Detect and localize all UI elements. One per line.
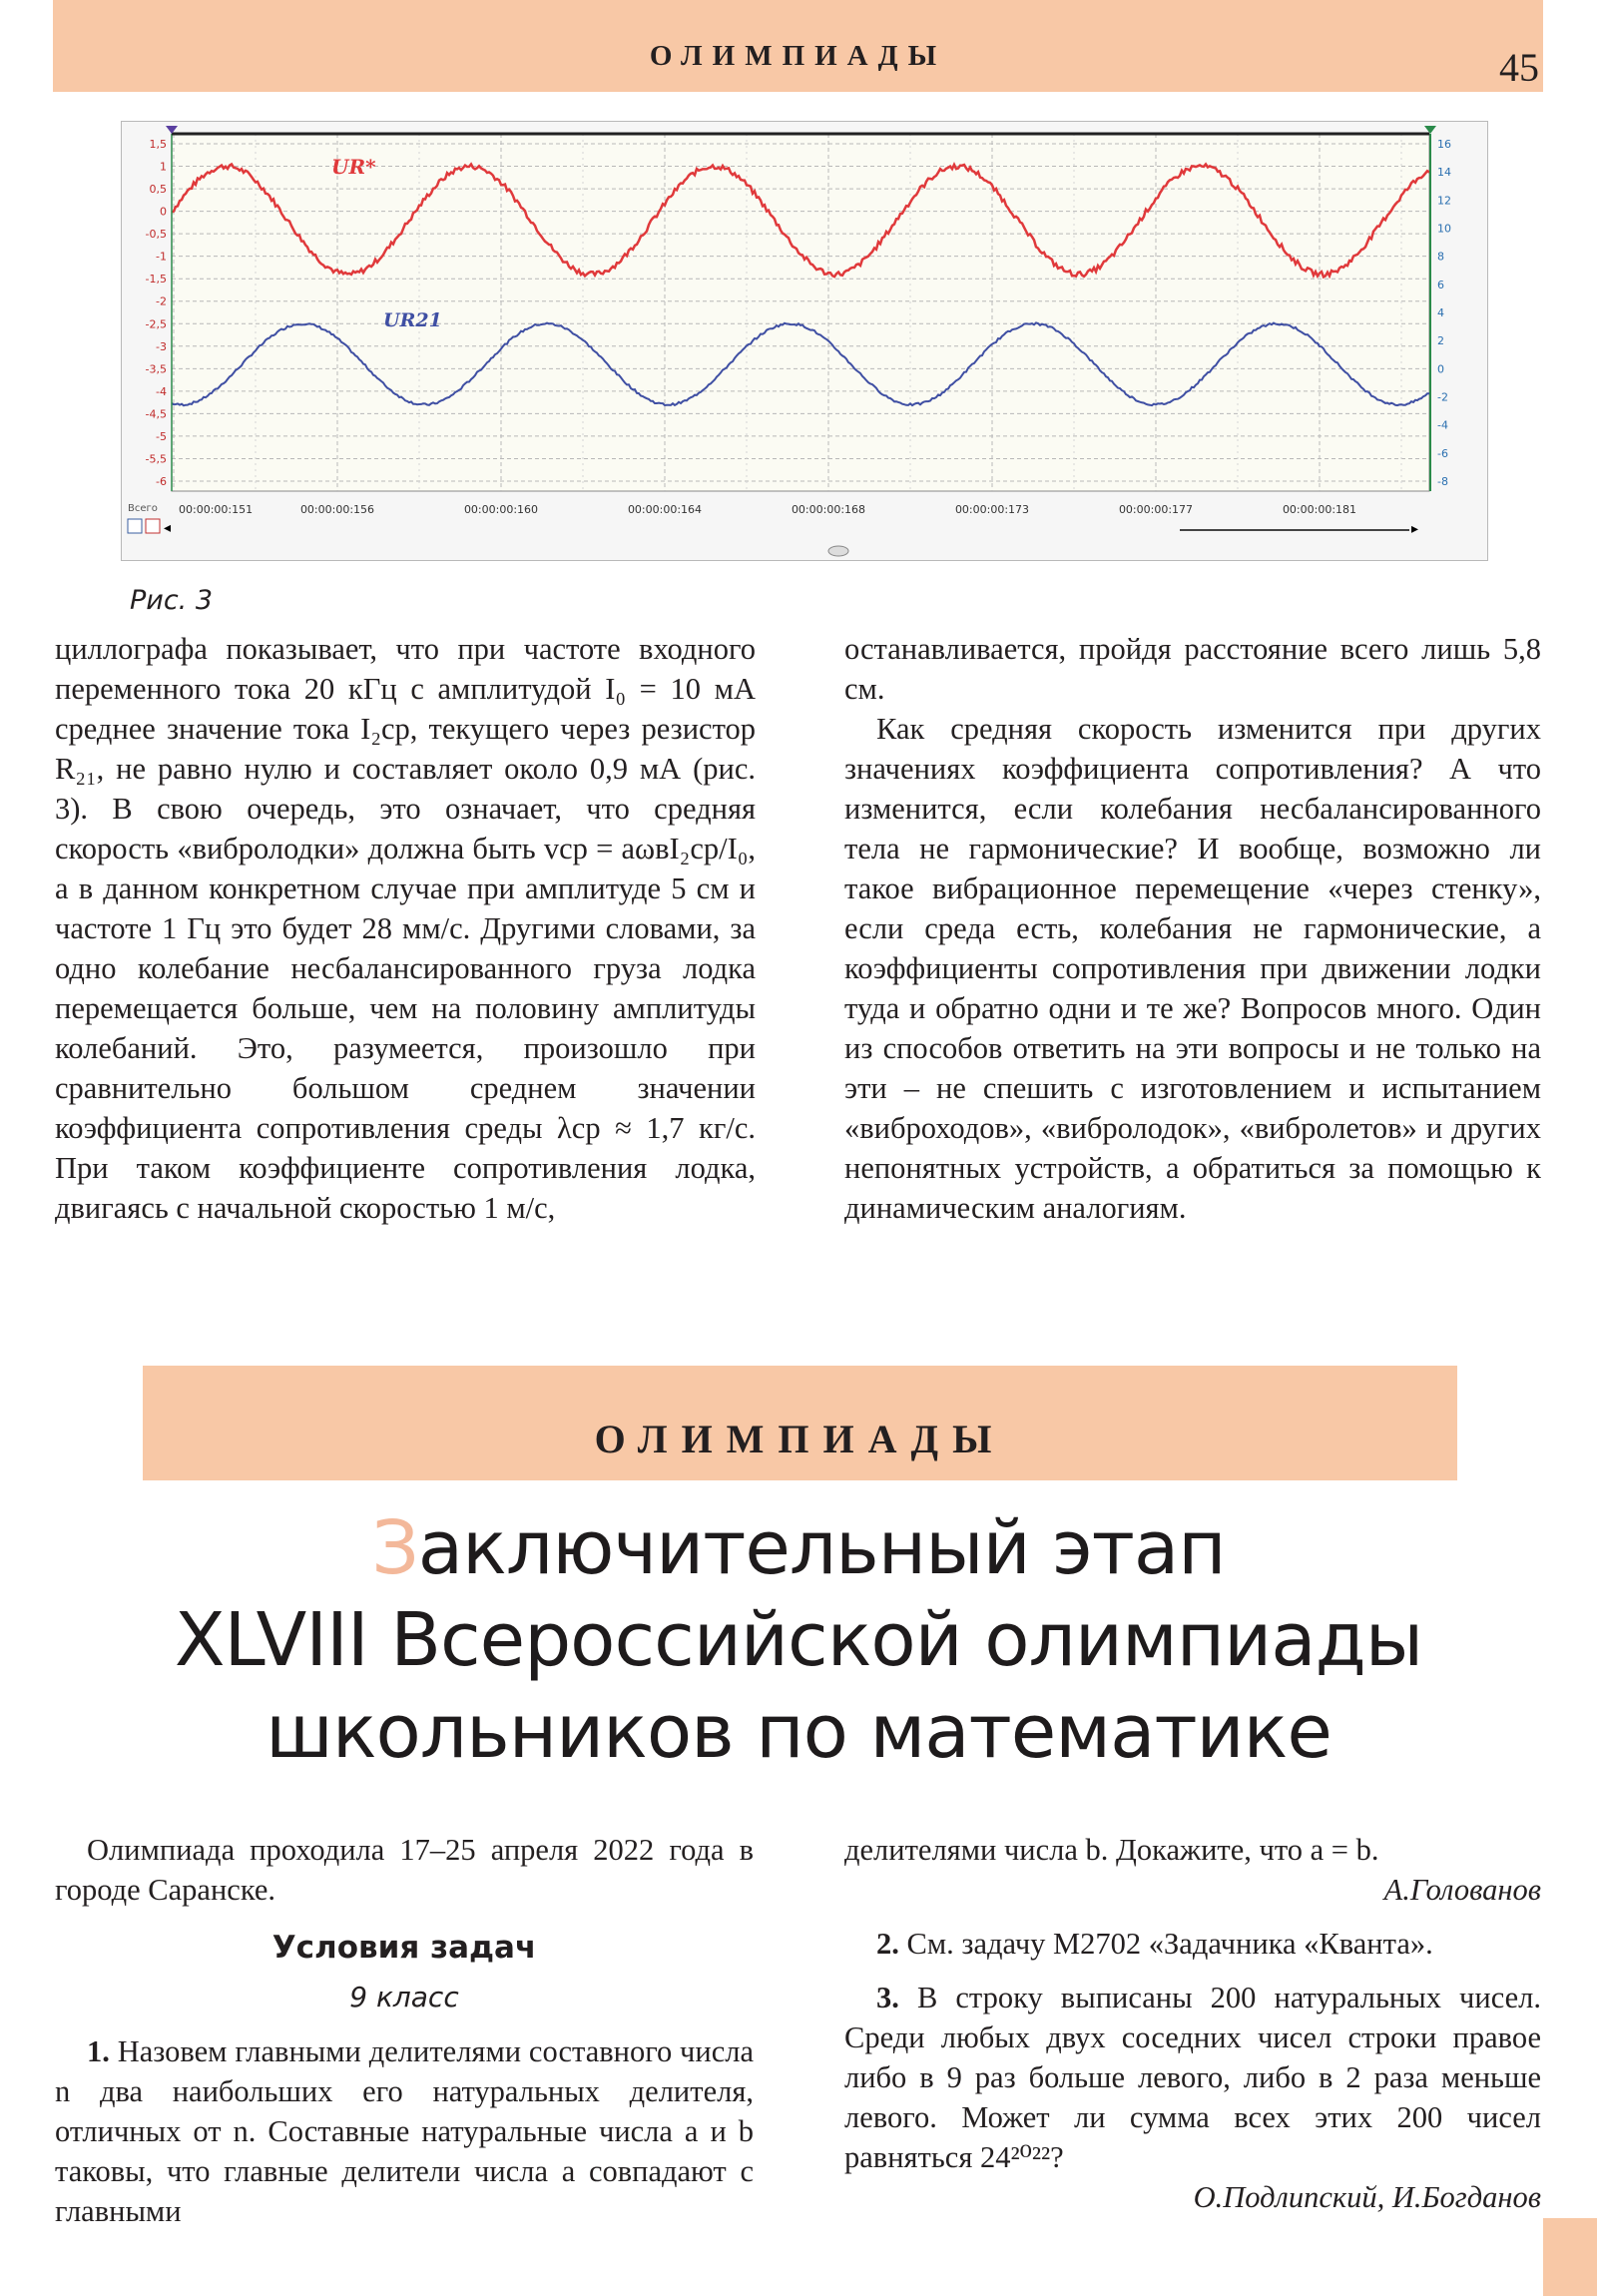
time-axis-ticks xyxy=(179,503,1356,516)
problem-1-continuation: делителями числа b. Докажите, что a = b. xyxy=(844,1833,1379,1867)
right-tick-label: 14 xyxy=(1437,166,1451,180)
conditions-heading: Условия задач xyxy=(271,1930,537,1966)
zoom-out-button[interactable] xyxy=(128,519,142,533)
problem-1 xyxy=(55,2031,754,2231)
time-tick-label: 00:00:00:164 xyxy=(627,503,703,516)
left-tick-label: -2 xyxy=(156,294,167,308)
red-curve-label: UR* xyxy=(331,155,376,179)
left-tick-label: -1,5 xyxy=(145,273,167,287)
scroll-right-icon[interactable]: ▸ xyxy=(1411,521,1419,537)
left-tick-label: -1 xyxy=(156,250,167,264)
left-tick-label: -6 xyxy=(156,475,167,488)
left-tick-label: 0,5 xyxy=(149,183,167,197)
oscillogram-figure xyxy=(121,121,1488,561)
right-tick-label: 6 xyxy=(1437,278,1444,291)
page-number: 45 xyxy=(1499,45,1539,90)
problem-3-author: О.Подлипский, И.Богданов xyxy=(1193,2180,1541,2214)
problem-3-number: 3. xyxy=(876,1981,899,2014)
left-tick-label: -3,5 xyxy=(145,362,167,376)
right-axis-ticks xyxy=(1437,138,1451,488)
left-tick-label: 0 xyxy=(160,205,167,219)
problem-3 xyxy=(844,1978,1541,2177)
right-tick-label: -2 xyxy=(1437,390,1448,404)
left-tick-label: -5 xyxy=(156,429,167,443)
time-tick-label: 00:00:00:181 xyxy=(1282,503,1357,516)
title-line-1 xyxy=(60,1502,1537,1594)
time-tick-label: 00:00:00:151 xyxy=(179,503,254,516)
time-tick-label: 00:00:00:177 xyxy=(1118,503,1194,516)
plot-area xyxy=(172,134,1429,491)
left-tick-label: -3 xyxy=(156,339,167,353)
right-tick-label: -4 xyxy=(1437,418,1448,432)
right-tick-label: 0 xyxy=(1437,362,1444,376)
left-tick-label: -2,5 xyxy=(145,317,167,331)
olympiad-right-column xyxy=(844,1830,1541,2217)
olympiad-intro: Олимпиада проходила 17–25 апреля 2022 года в городе Саранске. xyxy=(55,1833,754,1907)
right-tick-label: -6 xyxy=(1437,446,1448,460)
article-title xyxy=(60,1502,1537,1778)
problem-1-number: 1. xyxy=(87,2034,110,2068)
left-axis-ticks xyxy=(146,138,167,488)
article-right-p1: останавливается, пройдя расстояние всего лишь 5,8 см. xyxy=(844,632,1541,706)
time-tick-label: 00:00:00:160 xyxy=(463,503,539,516)
time-tick-label: 00:00:00:173 xyxy=(954,503,1030,516)
expand-handle-icon[interactable] xyxy=(828,546,848,556)
title-line-1-rest: аключительный этап xyxy=(417,1505,1226,1591)
problem-2-number: 2. xyxy=(876,1927,899,1961)
article-right-column xyxy=(844,629,1541,1228)
right-tick-label: 10 xyxy=(1437,222,1451,236)
problem-1-text: Назовем главными делителями составного числа n два наибольших его натуральных делителя, отличных от n. Составные натуральные числа a и b таковы, что главные делители числа a совпадают с главными xyxy=(55,2034,755,2228)
time-tick-label: 00:00:00:156 xyxy=(299,503,375,516)
title-line-2: XLVIII Всероссийской олимпиады xyxy=(174,1597,1423,1683)
running-header: ОЛИМПИАДЫ xyxy=(649,40,947,72)
blue-curve-label: UR21 xyxy=(383,309,442,331)
figure-caption: Рис. 3 xyxy=(130,585,214,616)
right-tick-label: -8 xyxy=(1437,475,1448,488)
problem-2-text: См. задачу М2702 «Задачника «Кванта». xyxy=(906,1927,1433,1961)
scroll-left-icon[interactable]: ◂ xyxy=(164,520,172,536)
problem-1-author: А.Голованов xyxy=(1383,1873,1541,1907)
title-line-3: школьников по математике xyxy=(266,1689,1331,1775)
section-title: ОЛИМПИАДЫ xyxy=(594,1417,1006,1461)
right-tick-label: 16 xyxy=(1437,138,1451,151)
zoom-in-button[interactable] xyxy=(146,519,160,533)
right-tick-label: 4 xyxy=(1437,306,1444,319)
left-tick-label: -4 xyxy=(156,384,167,398)
article-left-text: циллографа показывает, что при частоте входного переменного тока 20 кГц с амплитудой I₀ = 10 мА среднее значение тока I₂ср, текущего через резистор R₂₁, не равно нулю и составляет около 0,9 мА (рис. 3). В свою очередь, это означает, что средняя скорость «вибролодки» должна быть vср = aωвI₂ср/I₀, а в данном конкретном случае при амплитуде 5 см и частоте 1 Гц это будет 28 мм/с. Другими словами, за одно колебание несбалансированного груза лодка перемещается больше, чем на половину амплитуды колебаний. Это, разумеется, произошло при сравнительно большом среднем значении коэффициента сопротивления среды λср ≈ 1,7 кг/с. При таком коэффициенте сопротивления лодка, двигаясь с начальной скоростью 1 м/с, xyxy=(55,632,756,1225)
oscillogram-svg xyxy=(122,122,1487,560)
title-initial: З xyxy=(371,1505,418,1591)
problem-2 xyxy=(844,1924,1541,1964)
article-right-p2: Как средняя скорость изменится при других значениях коэффициента сопротивления? А что изменится, если колебания несбалансированного тела не гармонические? И вообще, возможно ли такое вибрационное перемещение «через стенку», если среда есть, колебания не гармонические, а коэффициенты сопротивления при движении лодки туда и обратно одни и те же? Вопросов много. Один из способов ответить на эти вопросы и не только на эти – не спешить с изготовлением и испытанием «виброходов», «вибролодок», «вибролетов» и других непонятных устройств, а обратиться за помощью к динамическим аналогиям. xyxy=(844,712,1541,1225)
left-tick-label: -4,5 xyxy=(145,407,167,421)
time-tick-label: 00:00:00:168 xyxy=(791,503,866,516)
left-tick-label: 1 xyxy=(160,160,167,174)
page-edge-tab xyxy=(1543,2218,1597,2296)
problem-3-text: В строку выписаны 200 натуральных чисел. Среди любых двух соседних чисел строки правое либо в 9 раз больше левого, либо в 2 раза меньше левого. Может ли сумма всех этих 200 чисел равняться 24²⁰²²? xyxy=(844,1981,1542,2174)
right-tick-label: 8 xyxy=(1437,250,1444,264)
olympiad-left-column xyxy=(55,1830,754,2231)
grade-heading: 9 класс xyxy=(349,1981,459,2013)
left-tick-label: -5,5 xyxy=(145,452,167,466)
left-tick-label: -0,5 xyxy=(145,228,167,242)
article-left-column xyxy=(55,629,756,1228)
corner-label: Всего xyxy=(128,503,158,514)
left-tick-label: 1,5 xyxy=(149,138,167,151)
right-tick-label: 12 xyxy=(1437,194,1451,208)
right-tick-label: 2 xyxy=(1437,334,1444,348)
